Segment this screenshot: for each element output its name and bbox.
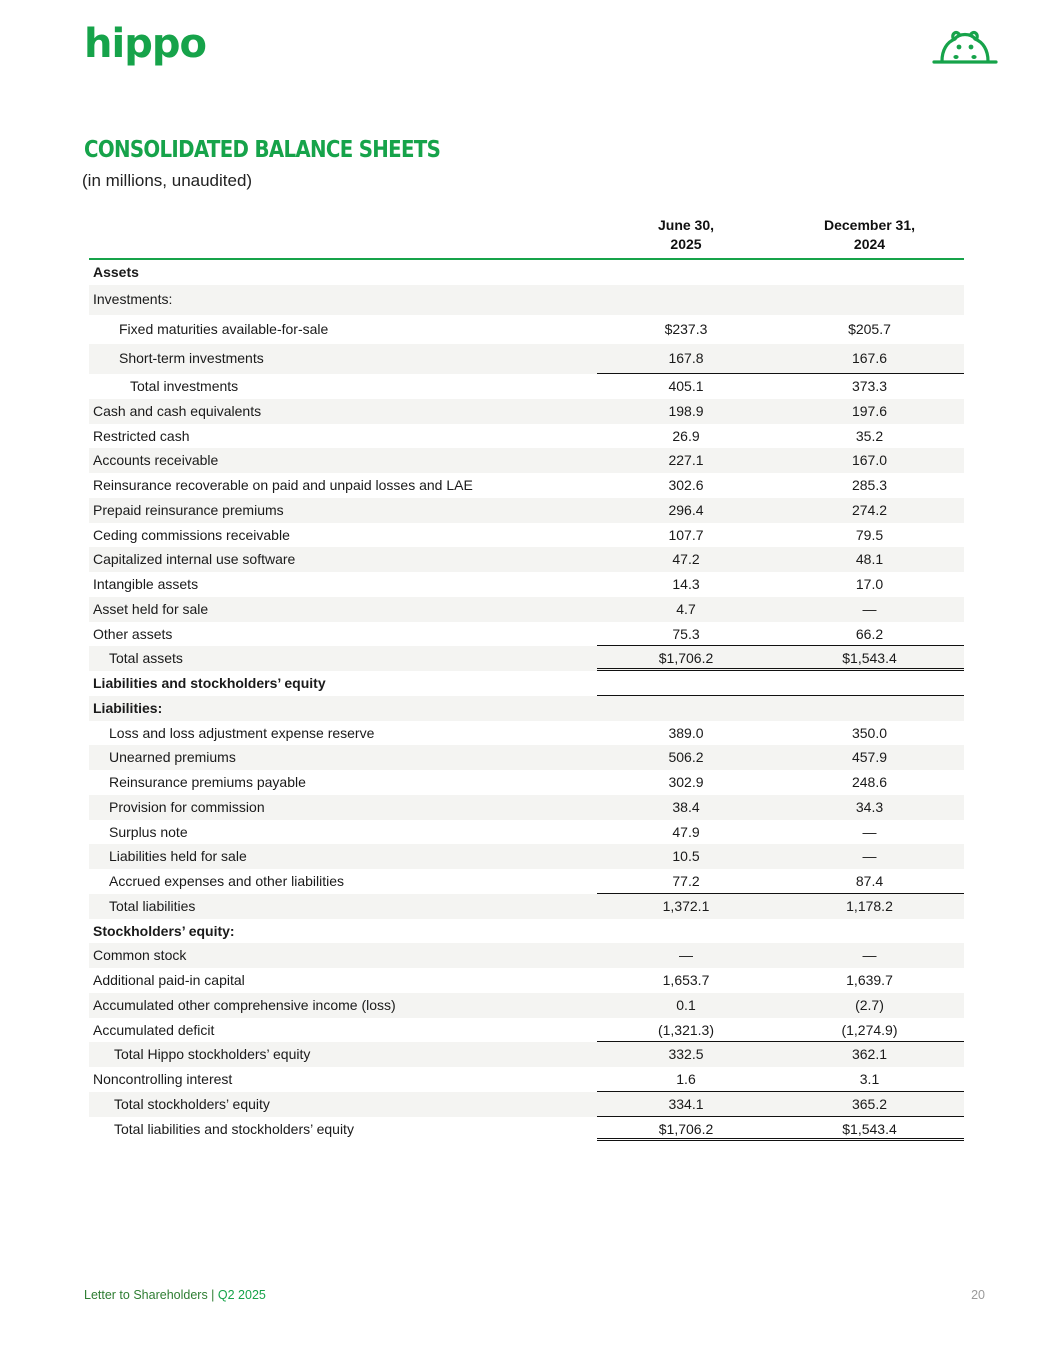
value-2024: 197.6 [851, 402, 888, 419]
value-2025: 198.9 [668, 402, 704, 419]
value-2024: 79.5 [855, 526, 884, 543]
value-2025: 47.2 [672, 551, 700, 568]
value-2024: 3.1 [775, 1067, 964, 1092]
table-row [89, 721, 964, 746]
table-row [89, 943, 964, 968]
value-2024: 285.3 [851, 477, 888, 494]
row-label: Total liabilities [109, 897, 196, 914]
value-2025: 4.7 [676, 600, 696, 617]
value-2024: — [862, 848, 877, 865]
table-row [89, 1117, 964, 1142]
value-2025 [597, 285, 775, 315]
row-label: Stockholders’ equity: [93, 922, 235, 939]
row-label: Fixed maturities available-for-sale [119, 320, 329, 337]
row-label: Assets [93, 264, 139, 280]
value-2024: — [862, 823, 877, 840]
hippo-face-icon [932, 30, 998, 66]
table-row [89, 646, 964, 671]
value-2025: (1,321.3) [597, 1018, 775, 1043]
row-label: Restricted cash [93, 427, 190, 444]
value-2024: 365.2 [775, 1092, 964, 1117]
value-2025: 334.1 [597, 1092, 775, 1117]
table-row [89, 919, 964, 944]
footer-text: Letter to Shareholders | [84, 1288, 218, 1302]
balance-sheet-table [89, 260, 964, 1141]
value-2025: 107.7 [668, 526, 704, 543]
footer [84, 1288, 266, 1302]
row-label: Accounts receivable [93, 452, 219, 469]
value-2025: 167.8 [597, 344, 775, 374]
value-2024: 1,178.2 [846, 897, 893, 914]
value-2024: — [862, 600, 877, 617]
table-row [89, 597, 964, 622]
value-2024: — [862, 947, 877, 964]
value-2025 [597, 919, 775, 944]
value-2025: 1,372.1 [662, 897, 710, 914]
table-row [89, 572, 964, 597]
value-2024: 167.6 [775, 344, 964, 374]
value-2025 [597, 696, 775, 721]
table-row [89, 424, 964, 449]
table-row [89, 671, 964, 696]
row-label: Investments: [93, 290, 173, 307]
table-row [89, 993, 964, 1018]
row-label: Intangible assets [93, 576, 199, 593]
value-2025: 10.5 [672, 848, 700, 865]
value-2025: 389.0 [668, 724, 704, 741]
row-label: Loss and loss adjustment expense reserve [109, 724, 375, 741]
value-2024 [775, 260, 964, 285]
value-2025 [597, 260, 775, 285]
value-2024 [775, 919, 964, 944]
value-2025: $1,706.2 [597, 646, 775, 671]
table-row [89, 374, 964, 399]
table-row [89, 770, 964, 795]
row-label: Additional paid-in capital [93, 972, 245, 989]
table-row [89, 1067, 964, 1092]
value-2025: 38.4 [672, 798, 700, 815]
value-2025: $1,706.2 [597, 1117, 775, 1142]
value-2024 [775, 285, 964, 315]
value-2024: 373.3 [851, 378, 888, 395]
row-label: Prepaid reinsurance premiums [93, 501, 284, 518]
table-row [89, 894, 964, 919]
table-row [89, 315, 964, 345]
value-2024: 87.4 [775, 869, 964, 894]
value-2024: $205.7 [848, 320, 891, 337]
value-2024: 167.0 [851, 452, 888, 469]
row-label: Total liabilities and stockholders’ equity [114, 1120, 354, 1137]
table-row [89, 285, 964, 315]
table-row [89, 745, 964, 770]
value-2024: 248.6 [851, 774, 888, 791]
value-2024: 66.2 [775, 622, 964, 647]
table-row [89, 968, 964, 993]
value-2024: 274.2 [851, 501, 888, 518]
value-2025: 227.1 [668, 452, 704, 469]
value-2025: $237.3 [664, 320, 708, 337]
value-2025: 47.9 [672, 823, 700, 840]
table-row [89, 1042, 964, 1067]
value-2025: 75.3 [597, 622, 775, 647]
row-label: Other assets [93, 625, 173, 642]
page-title: CONSOLIDATED BALANCE SHEETS [84, 137, 441, 163]
value-2024 [775, 671, 964, 696]
column-header-june-2025 [597, 216, 775, 254]
table-row [89, 260, 964, 285]
value-2024: $1,543.4 [775, 646, 964, 671]
table-row [89, 622, 964, 647]
value-2025: 14.3 [672, 576, 700, 593]
value-2025: 1,653.7 [662, 972, 710, 989]
value-2024: 1,639.7 [846, 972, 893, 989]
value-2025: 506.2 [668, 749, 704, 766]
value-2024 [775, 696, 964, 721]
row-label: Noncontrolling interest [93, 1071, 233, 1088]
value-2024: 48.1 [855, 551, 884, 568]
column-header-line: December 31, [823, 217, 916, 233]
value-2025: — [679, 947, 693, 964]
value-2024: 35.2 [855, 427, 884, 444]
column-header-line: 2024 [853, 236, 886, 252]
row-label: Ceding commissions receivable [93, 526, 290, 543]
value-2025 [597, 671, 775, 696]
value-2025: 302.9 [668, 774, 704, 791]
row-label: Surplus note [109, 823, 188, 840]
row-label: Accumulated other comprehensive income (loss) [93, 996, 396, 1013]
row-label: Short-term investments [119, 350, 264, 367]
row-label: Unearned premiums [109, 749, 236, 766]
row-label: Liabilities held for sale [109, 848, 247, 865]
row-label: Reinsurance recoverable on paid and unpaid losses and LAE [93, 477, 473, 494]
row-label: Total investments [130, 378, 239, 395]
table-row [89, 1018, 964, 1043]
value-2025: 296.4 [668, 501, 704, 518]
row-label: Total assets [109, 650, 183, 667]
row-label: Asset held for sale [93, 600, 209, 617]
table-row [89, 399, 964, 424]
value-2024: $1,543.4 [775, 1117, 964, 1142]
table-row [89, 869, 964, 894]
table-row [89, 448, 964, 473]
table-row [89, 547, 964, 572]
value-2025: 332.5 [668, 1046, 704, 1063]
value-2024: 362.1 [851, 1046, 888, 1063]
table-row [89, 1092, 964, 1117]
row-label: Reinsurance premiums payable [109, 774, 306, 791]
column-header-line: June 30, [657, 217, 715, 233]
column-header-line: 2025 [670, 236, 702, 252]
footer-quarter: Q2 2025 [217, 1288, 266, 1302]
row-label: Cash and cash equivalents [93, 402, 262, 419]
row-label: Liabilities: [93, 699, 163, 716]
row-label: Accumulated deficit [93, 1021, 215, 1038]
page-number: 20 [971, 1288, 985, 1302]
table-row [89, 795, 964, 820]
row-label: Capitalized internal use software [93, 551, 296, 568]
value-2024: (1,274.9) [775, 1018, 964, 1043]
table-row [89, 844, 964, 869]
table-row [89, 498, 964, 523]
value-2024: 350.0 [851, 724, 888, 741]
value-2025: 405.1 [668, 378, 704, 395]
page-subtitle: (in millions, unaudited) [82, 171, 253, 190]
row-label: Total stockholders’ equity [114, 1095, 270, 1112]
table-row [89, 820, 964, 845]
value-2025: 77.2 [597, 869, 775, 894]
row-label: Common stock [93, 947, 187, 964]
table-row [89, 696, 964, 721]
value-2024: (2.7) [855, 996, 884, 1013]
value-2025: 0.1 [676, 996, 696, 1013]
row-label: Total Hippo stockholders’ equity [114, 1046, 311, 1063]
value-2025: 26.9 [672, 427, 700, 444]
value-2025: 1.6 [597, 1067, 775, 1092]
value-2024: 457.9 [851, 749, 888, 766]
table-row [89, 473, 964, 498]
row-label: Provision for commission [109, 798, 265, 815]
value-2024: 34.3 [855, 798, 884, 815]
table-row [89, 344, 964, 374]
table-row [89, 523, 964, 548]
column-header-december-2024 [775, 216, 964, 254]
value-2025: 302.6 [668, 477, 704, 494]
row-label: Liabilities and stockholders’ equity [93, 675, 326, 692]
row-label: Accrued expenses and other liabilities [109, 873, 345, 890]
hippo-logo: hippo [84, 21, 206, 67]
value-2024: 17.0 [855, 576, 884, 593]
